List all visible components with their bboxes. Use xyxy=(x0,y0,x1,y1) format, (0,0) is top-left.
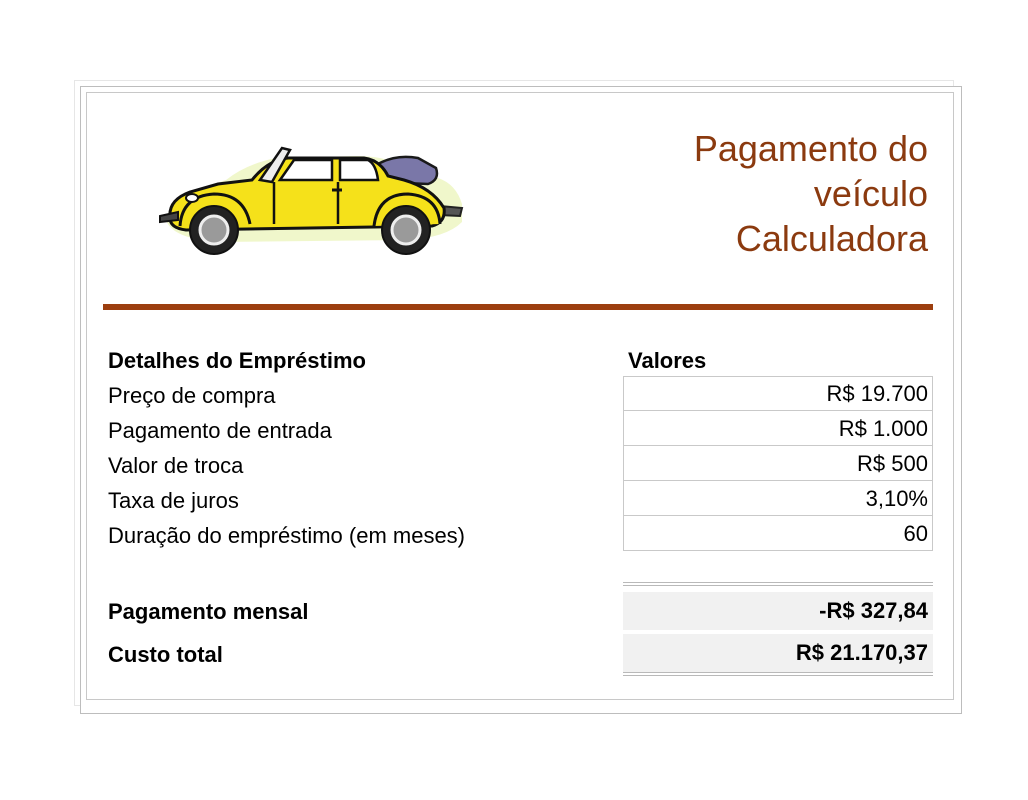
title-line-2: veículo xyxy=(813,173,928,214)
purchase-price-label: Preço de compra xyxy=(108,383,276,408)
trade-in-label: Valor de troca xyxy=(108,453,244,478)
monthly-payment-value: -R$ 327,84 xyxy=(623,592,933,630)
title-line-3: Calculadora xyxy=(735,218,928,259)
title-divider xyxy=(103,304,933,310)
trade-in-value[interactable]: R$ 500 xyxy=(623,446,933,481)
interest-rate-label: Taxa de juros xyxy=(108,488,239,513)
loan-details-heading: Detalhes do Empréstimo xyxy=(108,348,366,373)
results-top-border xyxy=(623,582,933,586)
loan-term-label: Duração do empréstimo (em meses) xyxy=(108,523,466,548)
results-separator xyxy=(623,630,933,632)
total-cost-value: R$ 21.170,37 xyxy=(623,634,933,672)
loan-term-value[interactable]: 60 xyxy=(903,521,928,546)
yellow-convertible-car-icon xyxy=(156,138,470,262)
values-heading: Valores xyxy=(628,348,707,373)
down-payment-value[interactable]: R$ 1.000 xyxy=(623,411,933,446)
page-title xyxy=(568,126,928,261)
purchase-price-value[interactable]: R$ 19.700 xyxy=(623,376,933,411)
monthly-payment-label: Pagamento mensal xyxy=(108,599,309,624)
results-bottom-border xyxy=(623,672,933,676)
interest-rate-value[interactable]: 3,10% xyxy=(623,481,933,516)
title-line-1: Pagamento do xyxy=(693,128,928,169)
total-cost-label: Custo total xyxy=(108,642,223,667)
down-payment-label: Pagamento de entrada xyxy=(108,418,332,443)
